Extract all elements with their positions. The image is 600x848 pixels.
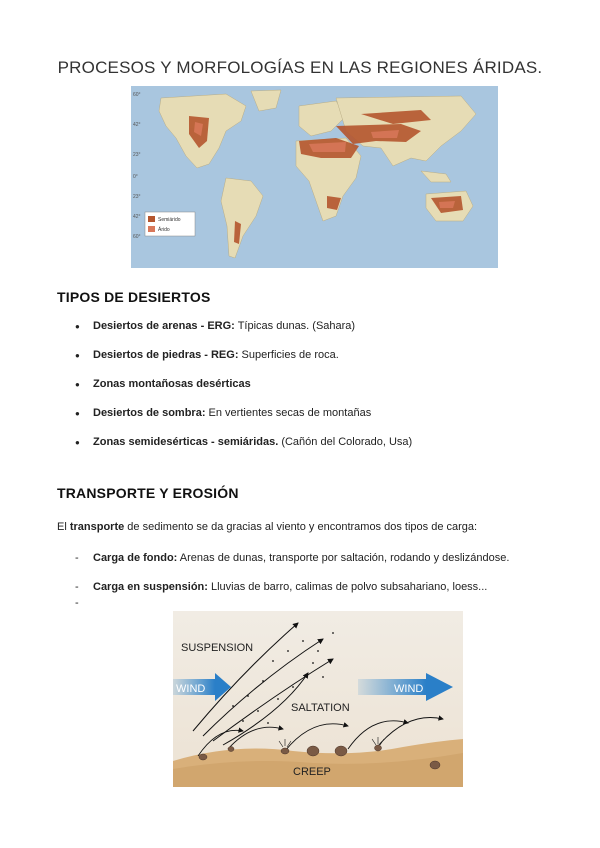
arid-regions-map [131,86,498,268]
lat-label: 42° [133,122,141,128]
section-heading-desert-types: TIPOS DE DESIERTOS [57,289,211,305]
label-creep: CREEP [293,766,331,778]
label-suspension: SUSPENSION [181,642,254,654]
lat-label: 0° [133,174,138,180]
legend-swatch-arid [148,226,155,232]
list-item: ● Desiertos de arenas - ERG: Típicas dunas. (Sahara) [75,318,555,347]
lat-label: 60° [133,92,141,98]
lat-label: 23° [133,194,141,200]
label-wind-left: WIND [176,683,206,695]
list-item: ● Zonas semidesérticas - semiáridas. (Cañón del Colorado, Usa) [75,434,555,463]
transport-paragraph: El transporte de sedimento se da gracias al viento y encontramos dos tipos de carga: [57,521,478,533]
label-wind-right: WIND [394,683,424,695]
legend-label-semiarid: Semiárido [158,217,181,223]
desert-types-list [75,318,555,463]
map-legend [145,212,195,236]
lat-label: 23° [133,152,141,158]
section-heading-transport: TRANSPORTE Y EROSIÓN [57,485,239,501]
list-item: ● Desiertos de piedras - REG: Superficies de roca. [75,347,555,376]
page-title: PROCESOS Y MORFOLOGÍAS EN LAS REGIONES ÁRIDAS. [57,58,543,77]
list-item: ● Desiertos de sombra: En vertientes secas de montañas [75,405,555,434]
list-item: ● Zonas montañosas desérticas [75,376,555,405]
legend-label-arid: Árido [158,227,170,233]
legend-swatch-semiarid [148,216,155,222]
label-saltation: SALTATION [291,702,350,714]
wind-transport-diagram [173,611,463,787]
lat-label: 60° [133,234,141,240]
lat-label: 42° [133,214,141,220]
